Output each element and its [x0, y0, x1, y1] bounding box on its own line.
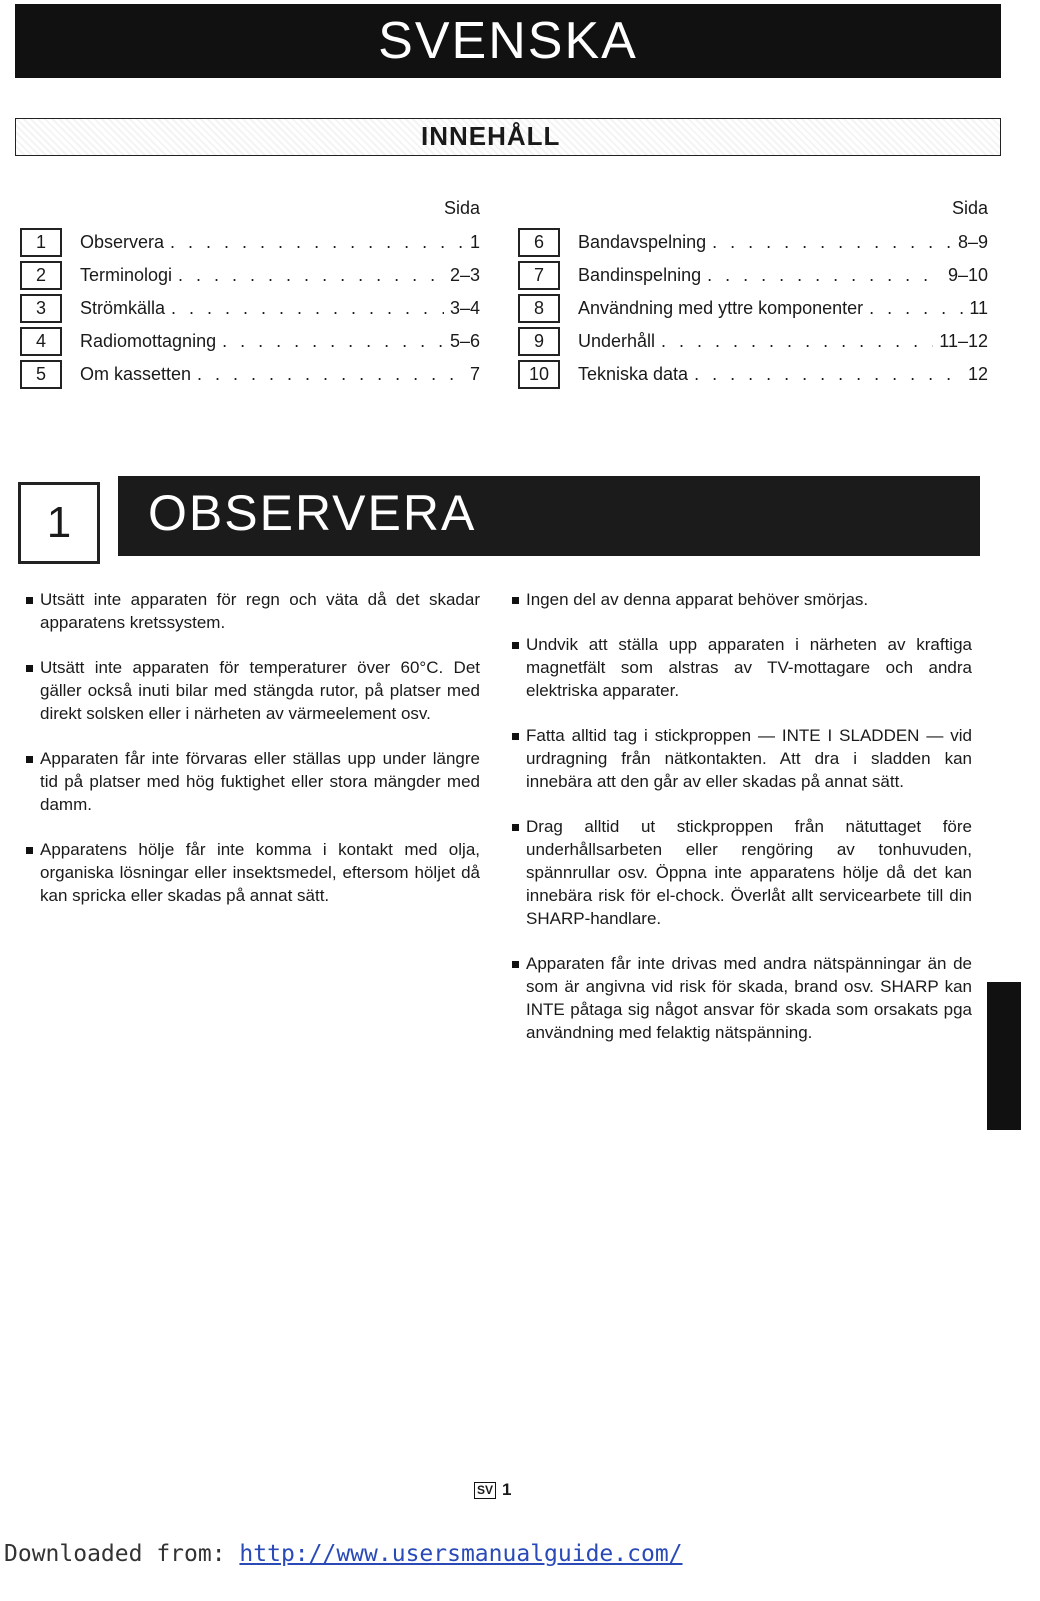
bullet-item: Undvik att ställa upp apparaten i närheten av kraftiga magnetfält som alstras av TV-mottagare och andra elektriska apparater.: [512, 633, 972, 702]
language-side-tab: [987, 982, 1021, 1130]
toc-entry: [518, 358, 988, 391]
toc-entry-number: 6: [518, 228, 560, 257]
bullets-column-left: [26, 588, 480, 929]
page-number: [474, 1480, 511, 1500]
toc-entry-pages: 9–10: [947, 265, 988, 285]
bullet-item: Apparatens hölje får inte komma i kontakt med olja, organiska lösningar eller insektsmedel, eftersom höljet då kan spricka eller skadas på annat sätt.: [26, 838, 480, 907]
bullet-item: Utsätt inte apparaten för regn och väta då det skadar apparatens kretssystem.: [26, 588, 480, 634]
toc-leader-dots: [712, 232, 952, 253]
toc-entry-label: Underhåll: [578, 331, 656, 351]
toc-entry-pages: 8–9: [957, 232, 988, 252]
toc-leader-dots: [222, 331, 444, 352]
toc-entry-pages: 5–6: [449, 331, 480, 351]
bullet-item: Apparaten får inte drivas med andra nätspänningar än de som är angivna vid risk för skada, brand osv. SHARP kan INTE påtaga sig något ansvar för skada som orsakats pga användning med felaktig nätspänning.: [512, 952, 972, 1044]
toc-page-header: Sida: [951, 198, 988, 218]
toc-entry-label: Om kassetten: [80, 364, 192, 384]
toc-leader-dots: [171, 298, 444, 319]
toc-entry-pages: 1: [469, 232, 480, 252]
footer-link[interactable]: http://www.usersmanualguide.com/: [239, 1541, 683, 1567]
toc-entry-pages: 12: [967, 364, 988, 384]
page-title-bar: [15, 4, 1001, 78]
bullet-item: Utsätt inte apparaten för temperaturer över 60°C. Det gäller också inuti bilar med stängda rutor, på platser med direkt solsken eller i närheten av värmeelement osv.: [26, 656, 480, 725]
toc-entry-label: Bandavspelning: [578, 232, 707, 252]
footer-prefix: Downloaded from:: [4, 1541, 240, 1567]
toc-leader-dots: [694, 364, 962, 385]
toc-heading-bar: [15, 118, 1001, 156]
toc-column-left: [20, 190, 480, 391]
toc-entry-label: Strömkälla: [80, 298, 166, 318]
toc-entry-number: 7: [518, 261, 560, 290]
toc-entry-label: Bandinspelning: [578, 265, 702, 285]
bullets-column-right: [512, 588, 972, 1066]
toc-leader-dots: [707, 265, 942, 286]
toc-entry-number: 5: [20, 360, 62, 389]
toc-leader-dots: [178, 265, 444, 286]
toc-entry-label: Terminologi: [80, 265, 173, 285]
section-number: 1: [18, 482, 100, 564]
bullet-item: Fatta alltid tag i stickproppen — INTE I SLADDEN — vid urdragning från nätkontakten. Att dra i sladden kan innebära att den går av eller skadas på annat sätt.: [512, 724, 972, 793]
toc-entry: [518, 259, 988, 292]
toc-entry: [518, 292, 988, 325]
toc-entry-number: 1: [20, 228, 62, 257]
toc-leader-dots: [869, 298, 963, 319]
page-title: SVENSKA: [378, 12, 638, 70]
toc-entry: [518, 226, 988, 259]
section-title: OBSERVERA: [148, 485, 477, 541]
toc-entry-pages: 11–12: [939, 331, 988, 351]
toc-entry: [20, 259, 480, 292]
toc-leader-dots: [170, 232, 464, 253]
language-badge: SV: [474, 1482, 496, 1499]
toc-entry-pages: 3–4: [449, 298, 480, 318]
toc-entry-number: 3: [20, 294, 62, 323]
bullet-item: Ingen del av denna apparat behöver smörjas.: [512, 588, 972, 611]
toc-entry: [20, 226, 480, 259]
toc-entry-label: Observera: [80, 232, 165, 252]
section-title-bar: [118, 476, 980, 556]
toc-leader-dots: [661, 331, 933, 352]
toc-entry-label: Användning med yttre komponenter: [578, 298, 864, 318]
toc-entry-number: 8: [518, 294, 560, 323]
toc-column-right: [518, 190, 988, 391]
toc-entry-label: Tekniska data: [578, 364, 689, 384]
bullet-item: Drag alltid ut stickproppen från nätuttaget före underhållsarbeten eller rengöring av tonhuvuden, spännrullar osv. Öppna inte apparatens hölje då det kan innebära risk för el-chock. Överlåt allt servicearbete till din SHARP-handlare.: [512, 815, 972, 930]
toc-entry: [20, 325, 480, 358]
toc-entry-number: 4: [20, 327, 62, 356]
toc-entry-number: 9: [518, 327, 560, 356]
toc-title: INNEHÅLL: [421, 121, 561, 151]
toc-entry-pages: 11: [969, 298, 988, 318]
toc-entry: [20, 292, 480, 325]
toc-page-header: Sida: [443, 198, 480, 218]
toc-entry-label: Radiomottagning: [80, 331, 217, 351]
bullet-item: Apparaten får inte förvaras eller ställas upp under längre tid på platser med hög fuktighet eller stora mängder med damm.: [26, 747, 480, 816]
toc-entry-number: 2: [20, 261, 62, 290]
toc-entry: [518, 325, 988, 358]
toc-entry-pages: 7: [469, 364, 480, 384]
page-number-value: 1: [502, 1480, 512, 1499]
download-footer: [4, 1541, 683, 1567]
toc-leader-dots: [197, 364, 464, 385]
toc-entry-number: 10: [518, 360, 560, 389]
toc-entry: [20, 358, 480, 391]
toc-entry-pages: 2–3: [449, 265, 480, 285]
